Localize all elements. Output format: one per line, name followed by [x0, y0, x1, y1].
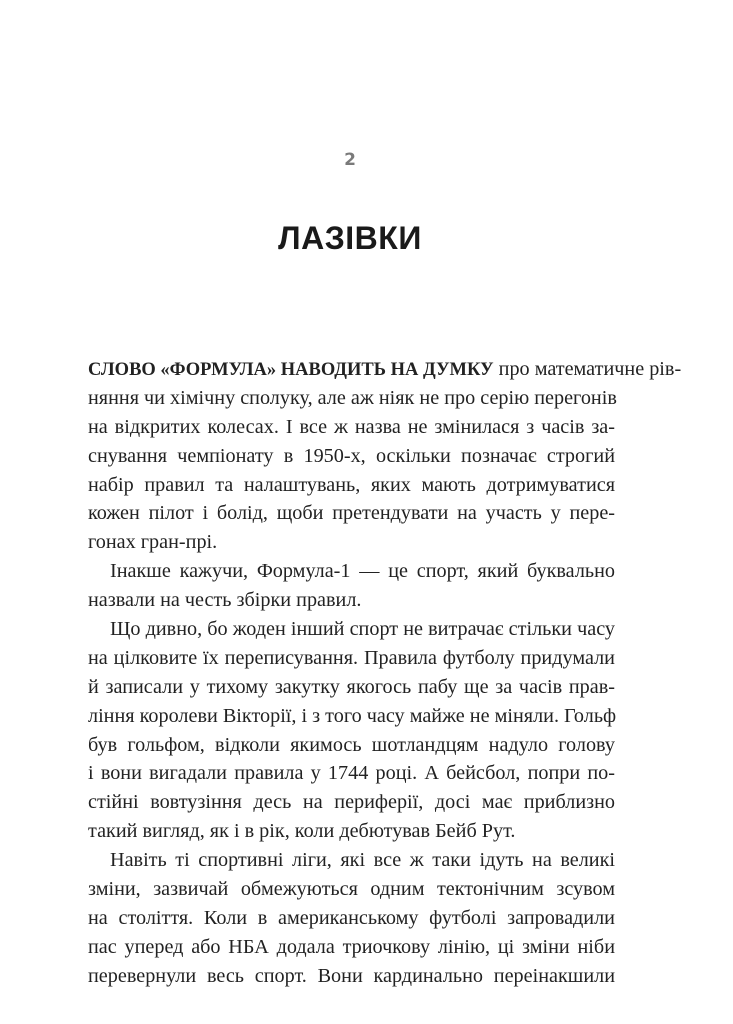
- text-line: Інакше кажучи, Формула-1 — це спорт, який буквально: [110, 560, 615, 583]
- text-line: був гольфом, відколи якимось шотландцям надуло голову: [88, 733, 615, 756]
- chapter-title: ЛАЗІВКИ: [278, 220, 422, 256]
- text-line: Навіть ті спортивні ліги, які все ж таки ідуть на великі: [110, 849, 615, 872]
- text-line: на відкритих колесах. І все ж назва не змінилася з часів за-: [88, 415, 615, 438]
- text-line: Що дивно, бо жоден інший спорт не витрачає стільки часу: [110, 618, 615, 641]
- text-line: такий вигляд, як і в рік, коли дебютував Бейб Рут.: [88, 820, 516, 843]
- text-line: зміни, зазвичай обмежуються одним тектонічним зсувом: [88, 878, 615, 901]
- text-line: гонах гран-прі.: [88, 531, 218, 554]
- paragraph-2: [88, 557, 615, 615]
- chapter-body: [88, 355, 682, 991]
- text-line: і вони вигадали правила у 1744 році. А бейсбол, попри по-: [88, 762, 615, 785]
- text-line: й записали у тихому закутку якогось пабу ще за часів прав-: [88, 675, 615, 698]
- text-line: назвали на честь збірки правил.: [88, 589, 362, 612]
- lead-in-caps: СЛОВО «ФОРМУЛА» НАВОДИТЬ НА ДУМКУ: [88, 360, 494, 380]
- text-line: пас уперед або НБА додала триочкову лінію, ці зміни ніби: [88, 935, 615, 958]
- text-line: няння чи хімічну сполуку, але аж ніяк не про серію перегонів: [88, 386, 617, 409]
- text-line: кожен пілот і болід, щоби претендувати на участь у пере-: [88, 502, 615, 525]
- text-line: на століття. Коли в американському футболі запровадили: [88, 906, 615, 929]
- text-line: СЛОВО «ФОРМУЛА» НАВОДИТЬ НА ДУМКУ про математичне рів-: [88, 358, 682, 380]
- text-line: перевернули весь спорт. Вони кардинально переінакшили: [88, 964, 615, 987]
- text-line: стійні вовтузіння десь на периферії, досі має приблизно: [88, 791, 615, 814]
- paragraph-1: [88, 355, 682, 557]
- text-line: снування чемпіонату в 1950-х, оскільки позначає строгий: [88, 444, 615, 467]
- paragraph-3: [88, 615, 615, 846]
- paragraph-4: [88, 846, 615, 990]
- text-line: ління королеви Вікторії, і з того часу майже не міняли. Гольф: [88, 704, 617, 727]
- text-line: на цілковите їх переписування. Правила футболу придумали: [88, 646, 615, 669]
- text-line: набір правил та налаштувань, яких мають дотримуватися: [88, 473, 615, 496]
- chapter-number: 2: [344, 150, 356, 170]
